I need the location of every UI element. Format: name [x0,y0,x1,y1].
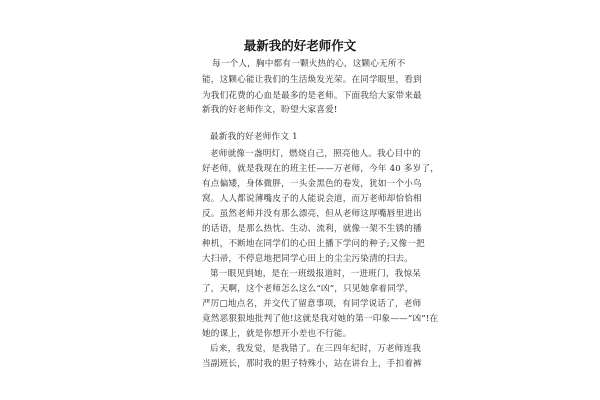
body-line-15: 当副班长，那时我的胆子特殊小，站在讲台上，手扣着裤 [202,359,422,369]
body-line-14: 后来，我发觉，是我错了。在三四年纪时，万老师连我 [210,344,422,354]
body-line-11: 严厉□地点名，并交代了留意事项，有同学说话了，老师 [202,299,422,309]
body-line-2: 好老师，就是我现在的班主任——万老师，今年 40 多岁了， [202,164,440,174]
body-line-13: 她的课上，就是你想开小差也不行能。 [202,329,352,339]
body-line-12: 竟然恶狠狠地批判了他!这就是我对她的第一印象——“凶”!在 [202,314,439,324]
body-line-3: 有点偏矮，身体微胖，一头金黑色的卷发，犹如一个小鸟 [202,179,422,189]
body-line-7: 种机，不断地在同学们的心田上播下学问的种子;又像一把 [202,239,425,249]
body-line-4: 窝。人人都说薄嘴皮子的人能说会道，而万老师却恰恰相 [202,194,422,204]
intro-line-3: 为我们花费的心血是最多的是老师。下面我给大家带来最 [202,91,422,101]
body-line-6: 的话语，是那么热忱、生动、流利，就像一架不生锈的播 [202,224,422,234]
intro-line-1: 每一个人，胸中都有一颗火热的心，这颗心无所不 [212,59,406,69]
body-line-1: 老师就像一盏明灯，燃烧自己，照亮他人。我心目中的 [210,149,422,159]
body-line-9: 第一眼见到她，是在一班级报道时，一进班门，我惊呆 [210,269,422,279]
intro-line-2: 能，这颗心能让我们的生活焕发光荣。在同学眼里，看到 [202,75,422,85]
intro-line-4: 新我的好老师作文，盼望大家喜爱! [202,105,338,115]
body-line-5: 反。虽然老师并没有那么漂亮，但从老师这厚嘴唇里进出 [202,209,422,219]
document-title: 最新我的好老师作文 [243,38,357,53]
body-line-10: 了，天啊，这个老师怎么这么“凶”，只见她拿着同学， [202,284,414,294]
section-heading: 最新我的好老师作文 1 [210,132,298,142]
body-line-8: 大扫帚，不停息地把同学心田上的尘尘污染清的扫去。 [202,254,414,264]
